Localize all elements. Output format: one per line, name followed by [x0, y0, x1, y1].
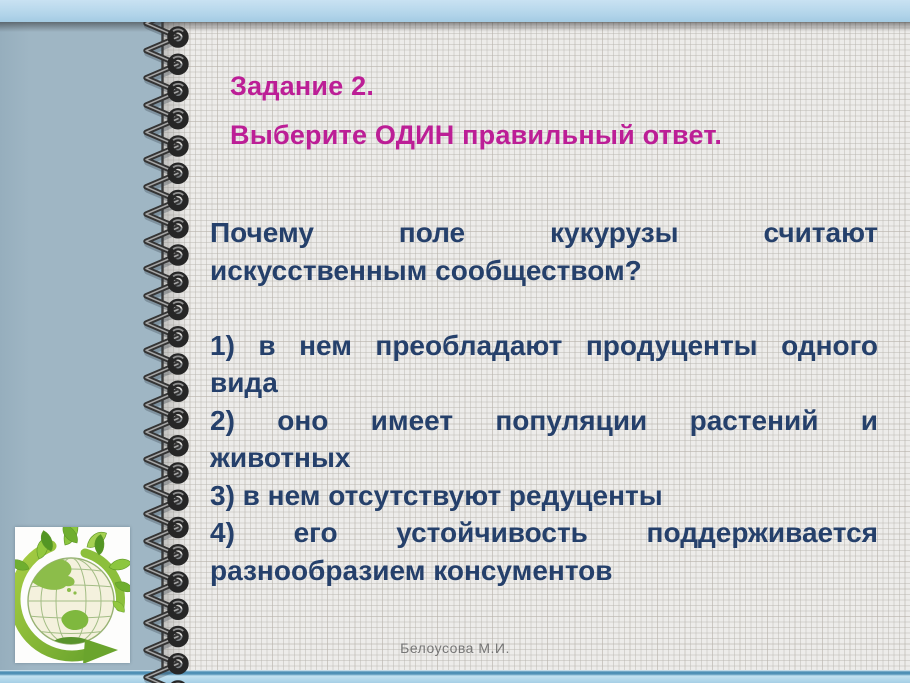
option-4-line-1: 4) его устойчивость поддерживается	[210, 517, 878, 548]
question-block	[210, 214, 878, 589]
option-2-line-1: 2) оно имеет популяции растений и	[210, 404, 878, 436]
question-line-1: Почему поле кукурузы считают	[210, 217, 878, 248]
top-strip	[0, 0, 910, 22]
option-3-line-1: 3) в нем отсутствуют редуценты	[210, 479, 663, 511]
option-1-line-2: вида	[210, 367, 278, 398]
task-instruction: Выберите ОДИН правильный ответ.	[230, 120, 723, 150]
option-2-line-2: животных	[210, 442, 351, 473]
option-1-line-1: 1) в нем преобладают продуценты одного	[210, 329, 878, 361]
blank-line	[210, 289, 878, 327]
question-line-2: искусственным сообществом?	[210, 254, 642, 286]
author-credit: Белоусова М.И.	[400, 640, 510, 656]
task-title: Задание 2.	[230, 71, 375, 101]
spiral-binding-icon	[128, 20, 212, 683]
option-4-line-2: разнообразием консументов	[210, 554, 613, 586]
